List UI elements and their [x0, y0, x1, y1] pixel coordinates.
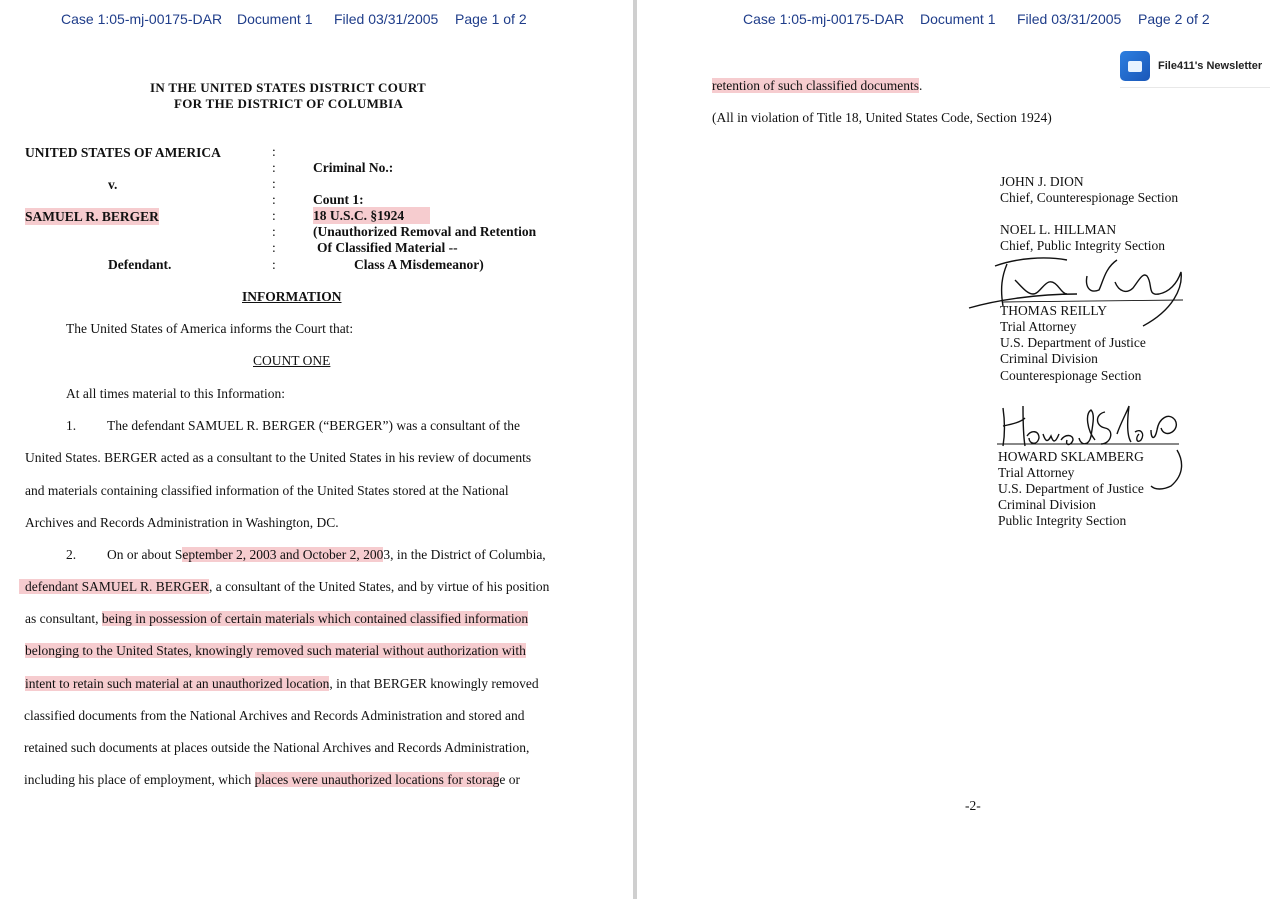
paragraph-number: 1.: [66, 418, 77, 433]
para2-line2: defendant SAMUEL R. BERGER, a consultant of the United States, and by virtue of his position: [25, 578, 549, 595]
plaintiff: UNITED STATES OF AMERICA: [25, 145, 221, 160]
paragraph-number: 2.: [66, 547, 77, 562]
para2-line7: retained such documents at places outside the National Archives and Records Administration,: [24, 740, 530, 755]
signer-name: NOEL L. HILLMAN: [1000, 222, 1117, 237]
versus: v.: [108, 177, 118, 192]
signer-name: JOHN J. DION: [1000, 174, 1084, 189]
signer-division: Criminal Division: [1000, 351, 1098, 366]
intro-text: The United States of America informs the Court that:: [66, 321, 354, 336]
caption-colon: :: [272, 257, 276, 272]
violation-statement: (All in violation of Title 18, United States Code, Section 1924): [712, 110, 1052, 125]
para2-line6: classified documents from the National Archives and Records Administration and stored and: [24, 708, 525, 723]
document-page-2: [637, 0, 1280, 899]
signer-name: HOWARD SKLAMBERG: [998, 449, 1144, 464]
para1-line: United States. BERGER acted as a consultant to the United States in his review of documents: [25, 450, 532, 465]
caption-colon: :: [272, 240, 276, 255]
count-label: Count 1:: [313, 192, 364, 207]
filed-date: Filed 03/31/2005: [334, 11, 439, 27]
signer-title: Chief, Public Integrity Section: [1000, 238, 1165, 253]
para1-line: and materials containing classified information of the United States stored at the National: [25, 483, 509, 498]
document-number: Document 1: [920, 11, 996, 27]
newsletter-label: File411's Newsletter: [1158, 60, 1263, 72]
continuation-line: retention of such classified documents.: [712, 78, 923, 93]
document-title: INFORMATION: [242, 289, 342, 304]
preamble: At all times material to this Information:: [66, 386, 285, 401]
defendant-name: SAMUEL R. BERGER: [25, 209, 159, 224]
case-number: Case 1:05-mj-00175-DAR: [743, 11, 905, 27]
para2-line1: On or about September 2, 2003 and October 2, 2003, in the District of Columbia,: [107, 547, 546, 562]
page-indicator: Page 2 of 2: [1138, 11, 1210, 27]
para2-line8: including his place of employment, which places were unauthorized locations for storage or: [24, 772, 520, 787]
signer-title: Chief, Counterespionage Section: [1000, 190, 1179, 205]
newsletter-badge[interactable]: [1120, 45, 1270, 88]
para2-line4: belonging to the United States, knowingly removed such material without authorization with: [25, 643, 526, 658]
para2-line5: intent to retain such material at an unauthorized location, in that BERGER knowingly removed: [25, 676, 539, 691]
charge-line3: Class A Misdemeanor): [354, 257, 484, 272]
caption-colon: :: [272, 208, 276, 223]
newsletter-icon: [1120, 51, 1150, 81]
page-indicator: Page 1 of 2: [455, 11, 527, 27]
signer-name: THOMAS REILLY: [1000, 303, 1108, 318]
document-page-1: [0, 0, 633, 899]
case-number: Case 1:05-mj-00175-DAR: [61, 11, 223, 27]
document-number: Document 1: [237, 11, 313, 27]
caption-colon: :: [272, 144, 276, 159]
signer-department: U.S. Department of Justice: [1000, 335, 1146, 350]
count-heading: COUNT ONE: [253, 353, 331, 368]
criminal-no: Criminal No.:: [313, 160, 394, 175]
charge-line1: (Unauthorized Removal and Retention: [313, 224, 537, 239]
para1-line: Archives and Records Administration in Washington, DC.: [25, 515, 339, 530]
signer-title: Trial Attorney: [1000, 319, 1077, 334]
page-number: -2-: [965, 798, 981, 813]
signer-section: Counterespionage Section: [1000, 368, 1142, 383]
para2-line3: as consultant, being in possession of certain materials which contained classified information: [25, 611, 529, 626]
caption-colon: :: [272, 224, 276, 239]
court-name-line1: IN THE UNITED STATES DISTRICT COURT: [150, 80, 427, 95]
caption-colon: :: [272, 176, 276, 191]
caption-colon: :: [272, 192, 276, 207]
signer-department: U.S. Department of Justice: [998, 481, 1144, 496]
signer-division: Criminal Division: [998, 497, 1096, 512]
para1-line: The defendant SAMUEL R. BERGER (“BERGER”) was a consultant of the: [107, 418, 521, 433]
signer-section: Public Integrity Section: [998, 513, 1127, 528]
charge-line2: Of Classified Material --: [317, 240, 458, 255]
filed-date: Filed 03/31/2005: [1017, 11, 1122, 27]
signer-title: Trial Attorney: [998, 465, 1075, 480]
defendant-label: Defendant.: [108, 257, 172, 272]
statute: 18 U.S.C. §1924: [313, 207, 430, 224]
court-name-line2: FOR THE DISTRICT OF COLUMBIA: [174, 96, 404, 111]
caption-colon: :: [272, 160, 276, 175]
